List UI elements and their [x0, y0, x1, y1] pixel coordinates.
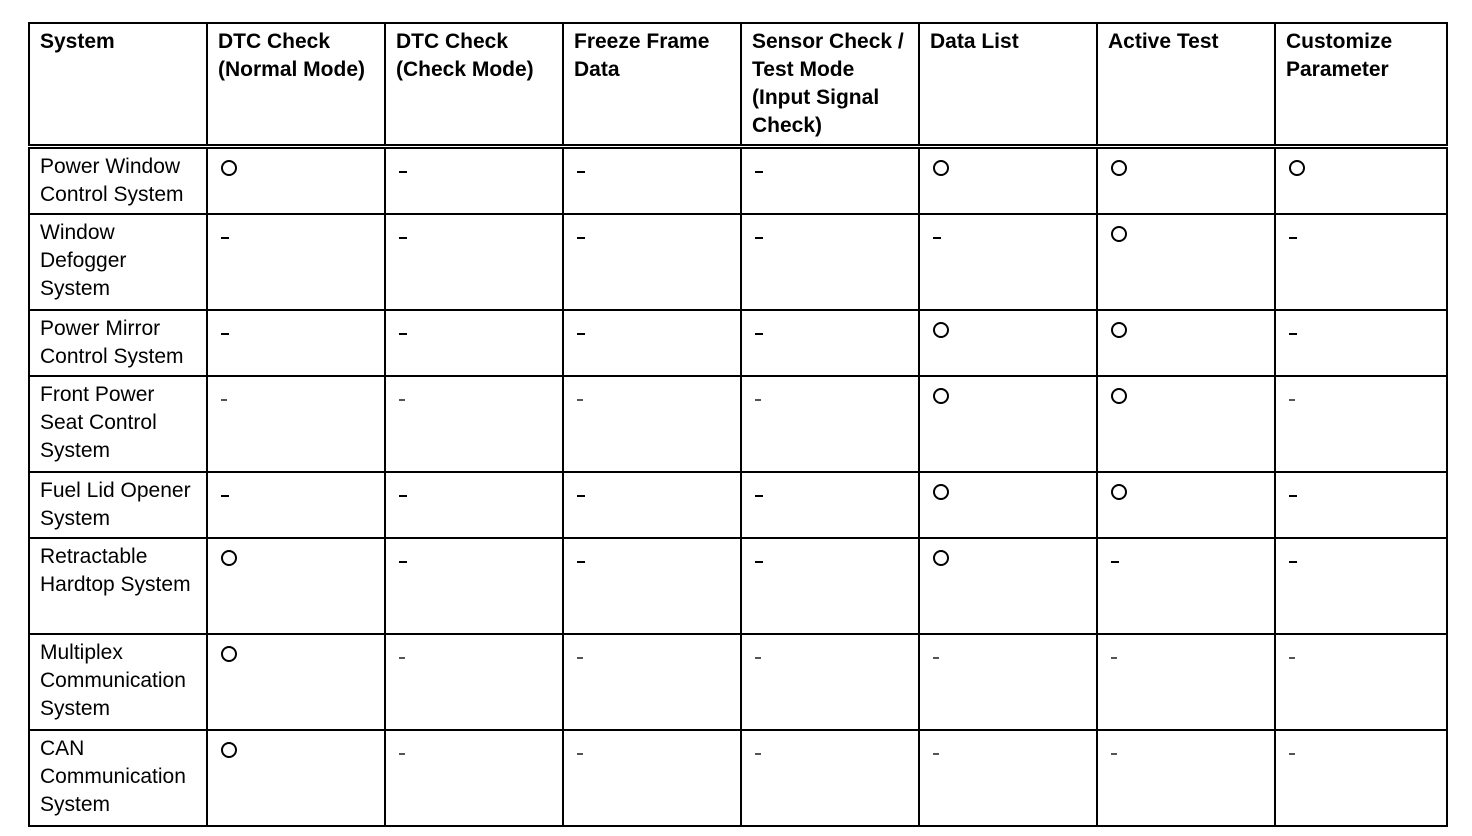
- dash-icon: [577, 495, 585, 497]
- dash-icon: [221, 237, 229, 239]
- system-name-cell: Fuel Lid Opener System: [29, 472, 207, 538]
- dash-icon: [577, 333, 585, 335]
- header-active-test: Active Test: [1097, 23, 1275, 147]
- system-name-cell: Window Defogger System: [29, 214, 207, 310]
- support-cell: [207, 730, 385, 826]
- support-cell: [207, 147, 385, 215]
- dash-icon: [577, 657, 583, 659]
- support-cell: [741, 634, 919, 730]
- support-cell: [1275, 214, 1447, 310]
- support-cell: [1275, 310, 1447, 376]
- circle-icon: [221, 160, 237, 176]
- support-cell: [563, 376, 741, 472]
- support-cell: [385, 376, 563, 472]
- support-cell: [563, 730, 741, 826]
- table-row: [29, 472, 1447, 538]
- header-data-list: Data List: [919, 23, 1097, 147]
- circle-icon: [933, 160, 949, 176]
- dash-icon: [933, 237, 941, 239]
- table-row: [29, 376, 1447, 472]
- dash-icon: [1289, 657, 1295, 659]
- support-cell: [385, 214, 563, 310]
- diagnostic-function-table: [28, 22, 1448, 827]
- dash-icon: [399, 657, 405, 659]
- header-dtc-check-check-mode: DTC Check (Check Mode): [385, 23, 563, 147]
- support-cell: [563, 472, 741, 538]
- dash-icon: [755, 753, 761, 755]
- support-cell: [207, 634, 385, 730]
- system-name-cell: Multiplex Communication System: [29, 634, 207, 730]
- support-cell: [385, 634, 563, 730]
- support-cell: [741, 472, 919, 538]
- circle-icon: [933, 322, 949, 338]
- dash-icon: [221, 333, 229, 335]
- support-cell: [1275, 538, 1447, 634]
- support-cell: [1097, 472, 1275, 538]
- support-cell: [919, 730, 1097, 826]
- dash-icon: [399, 495, 407, 497]
- support-cell: [919, 147, 1097, 215]
- circle-icon: [1111, 484, 1127, 500]
- support-cell: [563, 310, 741, 376]
- dash-icon: [577, 237, 585, 239]
- dash-icon: [755, 657, 761, 659]
- support-cell: [207, 310, 385, 376]
- dash-icon: [1289, 237, 1297, 239]
- support-cell: [1275, 147, 1447, 215]
- support-cell: [1097, 214, 1275, 310]
- support-cell: [1097, 634, 1275, 730]
- support-cell: [1275, 376, 1447, 472]
- dash-icon: [755, 399, 761, 401]
- support-cell: [741, 538, 919, 634]
- support-cell: [919, 634, 1097, 730]
- circle-icon: [1289, 160, 1305, 176]
- support-cell: [1097, 538, 1275, 634]
- circle-icon: [1111, 226, 1127, 242]
- dash-icon: [577, 561, 585, 563]
- dash-icon: [1289, 561, 1297, 563]
- support-cell: [741, 147, 919, 215]
- dash-icon: [399, 561, 407, 563]
- dash-icon: [1289, 399, 1295, 401]
- table-row: [29, 310, 1447, 376]
- dash-icon: [221, 399, 227, 401]
- support-cell: [919, 538, 1097, 634]
- dash-icon: [1289, 495, 1297, 497]
- dash-icon: [755, 561, 763, 563]
- circle-icon: [933, 550, 949, 566]
- circle-icon: [1111, 388, 1127, 404]
- support-cell: [919, 310, 1097, 376]
- support-cell: [919, 376, 1097, 472]
- dash-icon: [577, 171, 585, 173]
- dash-icon: [399, 399, 405, 401]
- dash-icon: [577, 753, 583, 755]
- dash-icon: [755, 237, 763, 239]
- dash-icon: [1289, 333, 1297, 335]
- circle-icon: [1111, 322, 1127, 338]
- header-customize-parameter: Customize Parameter: [1275, 23, 1447, 147]
- dash-icon: [755, 333, 763, 335]
- table-row: [29, 730, 1447, 826]
- dash-icon: [399, 333, 407, 335]
- header-dtc-check-normal-mode: DTC Check (Normal Mode): [207, 23, 385, 147]
- table-row: [29, 634, 1447, 730]
- header-freeze-frame-data: Freeze Frame Data: [563, 23, 741, 147]
- circle-icon: [933, 388, 949, 404]
- table-row: [29, 214, 1447, 310]
- circle-icon: [1111, 160, 1127, 176]
- dash-icon: [399, 171, 407, 173]
- table-row: [29, 538, 1447, 634]
- support-cell: [1097, 376, 1275, 472]
- dash-icon: [221, 495, 229, 497]
- circle-icon: [933, 484, 949, 500]
- support-cell: [1275, 730, 1447, 826]
- header-system: System: [29, 23, 207, 147]
- table-row: [29, 147, 1447, 215]
- dash-icon: [577, 399, 583, 401]
- support-cell: [207, 538, 385, 634]
- dash-icon: [755, 495, 763, 497]
- support-cell: [741, 376, 919, 472]
- support-cell: [385, 147, 563, 215]
- circle-icon: [221, 550, 237, 566]
- dash-icon: [933, 657, 939, 659]
- support-cell: [207, 472, 385, 538]
- support-cell: [563, 147, 741, 215]
- support-cell: [919, 472, 1097, 538]
- support-cell: [563, 634, 741, 730]
- support-cell: [563, 538, 741, 634]
- system-name-cell: CAN Communication System: [29, 730, 207, 826]
- header-row: [29, 23, 1447, 147]
- support-cell: [1097, 730, 1275, 826]
- system-name-cell: Front Power Seat Control System: [29, 376, 207, 472]
- dash-icon: [1111, 657, 1117, 659]
- system-name-cell: Power Mirror Control System: [29, 310, 207, 376]
- header-sensor-check-test-mode: Sensor Check / Test Mode (Input Signal Check): [741, 23, 919, 147]
- support-cell: [563, 214, 741, 310]
- dash-icon: [933, 753, 939, 755]
- support-cell: [1275, 472, 1447, 538]
- support-cell: [741, 214, 919, 310]
- support-cell: [741, 730, 919, 826]
- support-cell: [919, 214, 1097, 310]
- circle-icon: [221, 742, 237, 758]
- support-cell: [385, 538, 563, 634]
- support-cell: [207, 376, 385, 472]
- dash-icon: [1111, 561, 1119, 563]
- support-cell: [1275, 634, 1447, 730]
- dash-icon: [399, 237, 407, 239]
- circle-icon: [221, 646, 237, 662]
- support-cell: [1097, 147, 1275, 215]
- system-name-cell: Retractable Hardtop System: [29, 538, 207, 634]
- support-cell: [385, 730, 563, 826]
- support-cell: [207, 214, 385, 310]
- support-cell: [385, 472, 563, 538]
- support-cell: [1097, 310, 1275, 376]
- dash-icon: [1111, 753, 1117, 755]
- table-body: [29, 147, 1447, 827]
- dash-icon: [755, 171, 763, 173]
- support-cell: [385, 310, 563, 376]
- support-cell: [741, 310, 919, 376]
- dash-icon: [399, 753, 405, 755]
- dash-icon: [1289, 753, 1295, 755]
- system-name-cell: Power Window Control System: [29, 147, 207, 215]
